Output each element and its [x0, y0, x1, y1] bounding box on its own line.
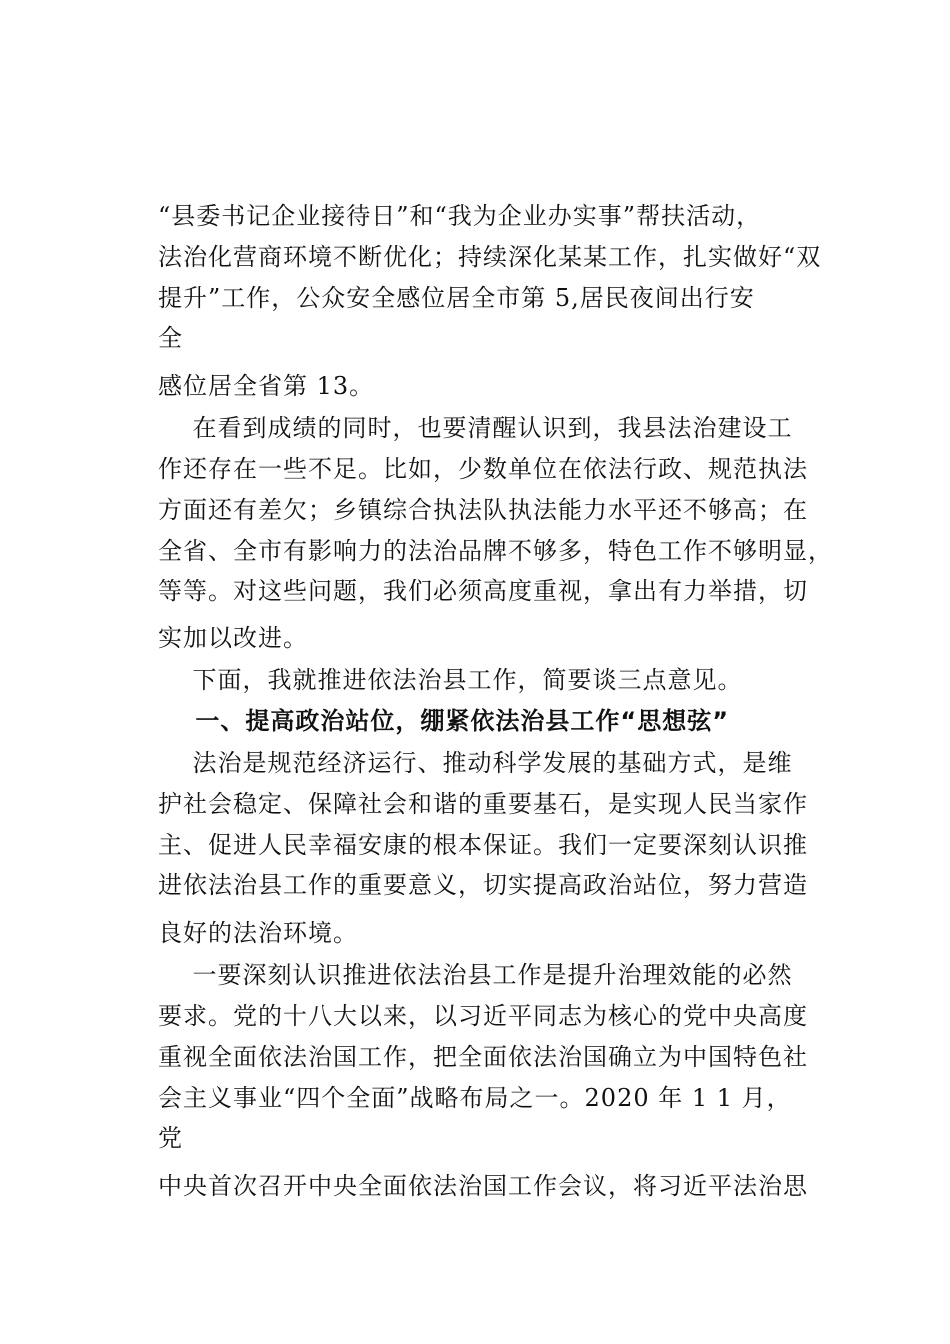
text-line: 实加以改进。 [158, 624, 308, 652]
text-line: 会主义事业“四个全面”战略布局之一。2020 年 1 1 月， [158, 1084, 792, 1112]
text-line: 良好的法治环境。 [158, 919, 358, 947]
text-line: 作还存在一些不足。比如，少数单位在依法行政、规范执法 [158, 455, 808, 483]
text-line: 党 [158, 1124, 183, 1152]
text-line: 等等。对这些问题，我们必须高度重视，拿出有力举措，切 [158, 577, 808, 605]
text-line: 全 [158, 324, 183, 352]
text-line: 方面还有差欠；乡镇综合执法队执法能力水平还不够高；在 [158, 496, 808, 524]
text-line: 感位居全省第 13。 [158, 372, 375, 400]
text-line: “县委书记企业接待日”和“我为企业办实事”帮扶活动， [158, 202, 762, 230]
text-line: 重视全面依法治国工作，把全面依法治国确立为中国特色社 [158, 1043, 808, 1071]
text-line: 中央首次召开中央全面依法治国工作会议，将习近平法治思 [158, 1172, 808, 1200]
text-line: 进依法治县工作的重要意义，切实提高政治站位，努力营造 [158, 871, 808, 899]
text-line: 主、促进人民幸福安康的根本保证。我们一定要深刻认识推 [158, 831, 808, 859]
text-line: 全省、全市有影响力的法治品牌不够多，特色工作不够明显， [158, 537, 833, 565]
text-line: 法治化营商环境不断优化；持续深化某某工作，扎实做好“双 [158, 243, 822, 271]
section-heading: 一、提高政治站位，绷紧依法治县工作“思想弦” [158, 707, 729, 735]
text-line: 要求。党的十八大以来，以习近平同志为核心的党中央高度 [158, 1002, 808, 1030]
paragraph-first-line: 下面，我就推进依法治县工作，简要谈三点意见。 [158, 666, 743, 694]
text-line: 护社会稳定、保障社会和谐的重要基石，是实现人民当家作 [158, 790, 808, 818]
text-line: 提升”工作，公众安全感位居全市第 5,居民夜间出行安 [158, 284, 755, 312]
paragraph-first-line: 在看到成绩的同时，也要清醒认识到，我县法治建设工 [158, 414, 793, 442]
paragraph-first-line: 一要深刻认识推进依法治县工作是提升治理效能的必然 [158, 961, 793, 989]
paragraph-first-line: 法治是规范经济运行、推动科学发展的基础方式，是维 [158, 749, 793, 777]
